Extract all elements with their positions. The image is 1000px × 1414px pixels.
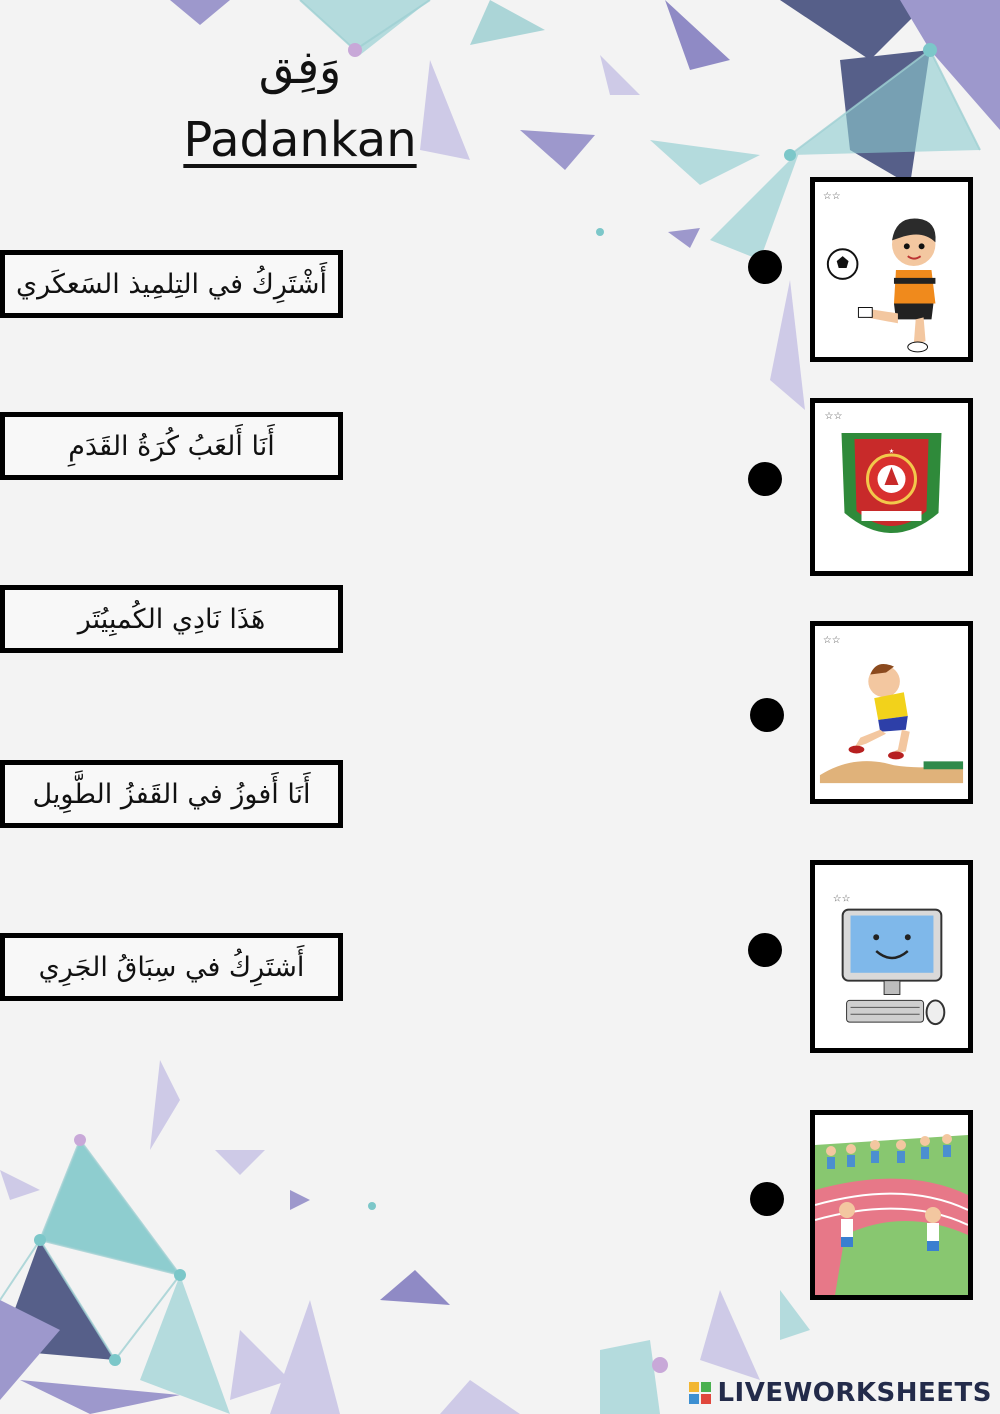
long-jump-icon: [815, 626, 968, 799]
sentence-box: هَذَا نَادِي الكُمبِيُتَر: [0, 585, 343, 653]
sentence-box: أَنَا أَفوزُ في القَفزُ الطَّوِيل: [0, 760, 343, 828]
picture-card-computer: [810, 860, 973, 1053]
worksheet-title-malay: Padankan: [183, 112, 417, 168]
sentence-box: أَشتَرِكُ في سِبَاقُ الجَرِي: [0, 933, 343, 1001]
picture-card-long-jump: [810, 621, 973, 804]
sentence-box: أَشْتَرِكُ في التِلمِيذ السَعكَري: [0, 250, 343, 318]
picture-card-crest: [810, 398, 973, 576]
match-dot[interactable]: [748, 933, 782, 967]
computer-icon: [815, 865, 968, 1048]
svg-text:☆☆: ☆☆: [822, 190, 841, 202]
soccer-boy-icon: [815, 182, 968, 357]
liveworksheets-logo: [689, 1378, 992, 1408]
svg-text:☆☆: ☆☆: [822, 634, 841, 646]
brand-name: LIVEWORKSHEETS: [717, 1378, 992, 1408]
sentence-box: أَنَا أَلعَبُ كُرَةُ القَدَمِ: [0, 412, 343, 480]
picture-card-soccer: [810, 177, 973, 362]
svg-text:☆☆: ☆☆: [832, 893, 851, 905]
svg-text:☆☆: ☆☆: [824, 411, 843, 422]
cadet-crest-icon: [815, 403, 968, 571]
worksheet-title-arabic: وَفِق: [258, 40, 342, 94]
match-dot[interactable]: [750, 1182, 784, 1216]
liveworksheets-logo-icon: [689, 1382, 711, 1404]
match-dot[interactable]: [750, 698, 784, 732]
running-race-icon: [815, 1115, 968, 1295]
svg-text:★: ★: [888, 448, 895, 455]
picture-card-running: [810, 1110, 973, 1300]
match-dot[interactable]: [748, 250, 782, 284]
match-dot[interactable]: [748, 462, 782, 496]
